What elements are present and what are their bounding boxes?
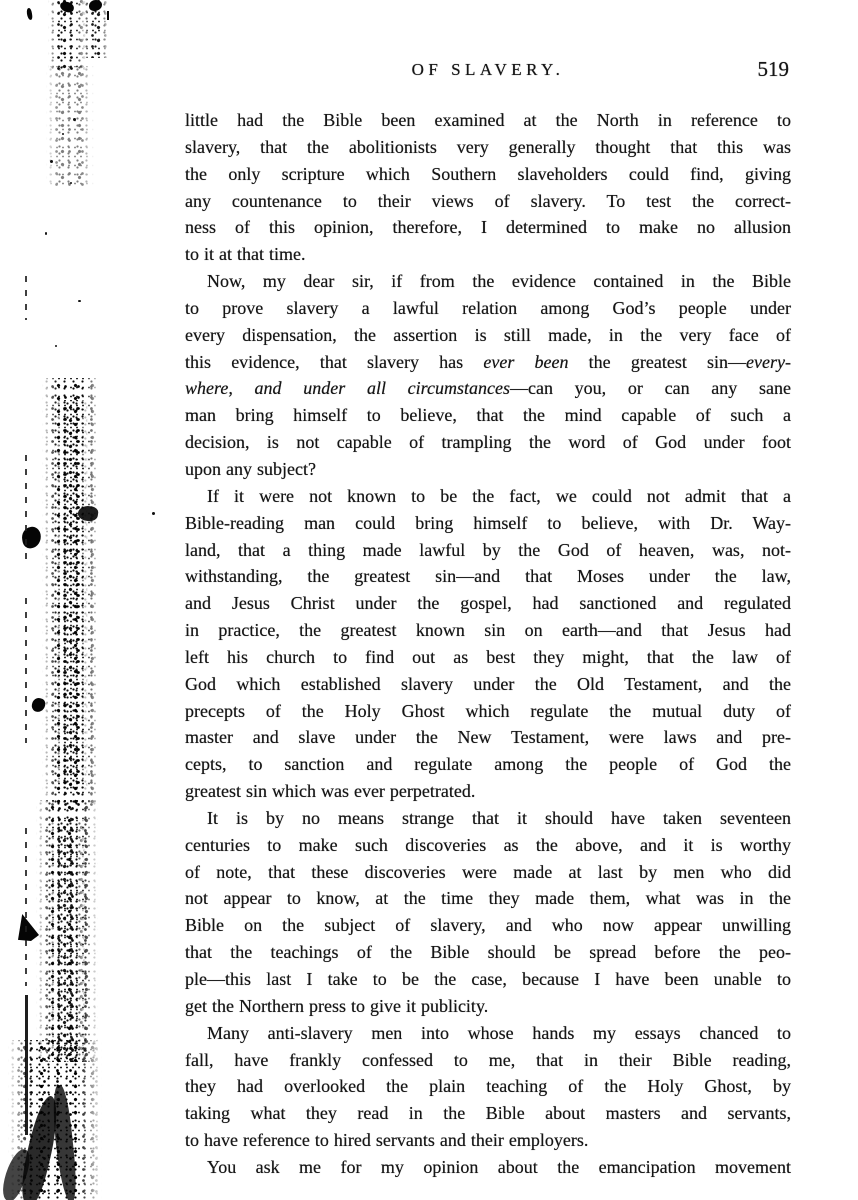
text-line: ness of this opinion, therefore, I determined to make no allusion (185, 217, 791, 238)
text-line: where, and under all circumstances—can you, or can any sane (185, 378, 791, 399)
ink-streak (15, 1094, 65, 1200)
text-line: taking what they read in the Bible about masters and servants, (185, 1103, 791, 1124)
text-line: land, that a thing made lawful by the God of heaven, was, not- (185, 539, 791, 560)
text-line: Bible on the subject of slavery, and who now appear unwilling (185, 915, 791, 936)
ink-fleck (62, 133, 64, 135)
text-line: left his church to find out as best they might, that the law of (185, 646, 791, 667)
ink-blob (77, 505, 99, 523)
text-line: get the Northern press to give it publicity. (185, 995, 489, 1016)
scan-smudge (42, 378, 100, 806)
text-line: slavery, that the abolitionists very generally thought that this was (185, 136, 791, 157)
text-line: the only scripture which Southern slaveholders could find, giving (185, 163, 791, 184)
text-line: precepts of the Holy Ghost which regulate the mutual duty of (185, 700, 791, 721)
text-line: not appear to know, at the time they made them, what was in the (185, 888, 791, 909)
text-line: Bible-reading man could bring himself to believe, with Dr. Way- (185, 512, 791, 533)
text-line: greatest sin which was ever perpetrated. (185, 781, 476, 802)
paragraph (185, 805, 791, 1020)
ink-streak (50, 1084, 79, 1200)
text-line: to prove slavery a lawful relation among God’s people under (185, 297, 791, 318)
paragraph (185, 1154, 791, 1181)
ink-fleck (70, 182, 72, 184)
text-line: Now, my dear sir, if from the evidence contained in the Bible (207, 271, 791, 292)
ink-fleck (45, 232, 47, 235)
ink-blob (30, 697, 46, 714)
text-line: that the teachings of the Bible should be spread before the peo- (185, 942, 791, 963)
text-line: ple—this last I take to be the case, because I have been unable to (185, 969, 791, 989)
text-line: every dispensation, the assertion is still made, in the very face of (185, 324, 791, 345)
gutter-line (25, 995, 28, 1135)
scan-smudge (54, 400, 88, 790)
ink-streak (0, 1146, 35, 1200)
text-line: upon any subject? (185, 458, 316, 479)
ink-fleck (55, 345, 57, 347)
text-line: centuries to make such discoveries as the above, and it is worthy (185, 834, 791, 855)
ink-blob (59, 1, 75, 14)
ink-fleck (26, 8, 33, 21)
text-line: withstanding, the greatest sin—and that Moses under the law, (185, 566, 791, 587)
text-line: You ask me for my opinion about the emancipation movement (207, 1156, 791, 1177)
scan-smudge (46, 66, 94, 186)
text-line: and Jesus Christ under the gospel, had sanctioned and regulated (185, 593, 791, 614)
text-line: Many anti-slavery men into whose hands my essays chanced to (207, 1022, 791, 1043)
text-line: man bring himself to believe, that the mind capable of such a (185, 405, 791, 426)
ink-blob (89, 0, 102, 11)
text-line: any countenance to their views of slavery. To test the correct- (185, 190, 791, 211)
ink-fleck (107, 11, 109, 20)
text-line: little had the Bible been examined at the North in reference to (185, 110, 791, 130)
scan-smudge (48, 820, 86, 1060)
paragraph (185, 1020, 791, 1154)
text-line: master and slave under the New Testament, were laws and pre- (185, 727, 791, 748)
running-head (185, 57, 791, 90)
gutter-line (25, 276, 27, 320)
scan-smudge (8, 1040, 102, 1200)
ink-blob (20, 526, 42, 550)
text-line: decision, is not capable of trampling the word of God under foot (185, 432, 791, 453)
paragraph (185, 268, 791, 483)
text-line: It is by no means strange that it should have taken seventeen (207, 807, 791, 828)
text-line: of note, that these discoveries were made at last by men who did (185, 861, 791, 882)
scan-smudge (82, 0, 108, 58)
ink-fleck (78, 300, 81, 302)
text-line: this evidence, that slavery has ever been the greatest sin—every- (185, 351, 791, 372)
text-line: in practice, the greatest known sin on earth—and that Jesus had (185, 620, 791, 641)
ink-fleck (50, 160, 53, 163)
text-line: God which established slavery under the Old Testament, and the (185, 673, 791, 694)
ink-blob (18, 914, 39, 941)
scan-smudge (36, 800, 98, 1062)
running-title: OF SLAVERY. (411, 60, 565, 79)
text-line: to have reference to hired servants and their employers. (185, 1130, 589, 1151)
gutter-line (25, 828, 27, 986)
paragraph (185, 107, 791, 268)
text-line: to it at that time. (185, 244, 306, 265)
gutter-line (25, 455, 27, 560)
page-number: 519 (757, 57, 789, 81)
ink-fleck (152, 512, 155, 515)
scan-smudge (48, 0, 86, 72)
text-line: cepts, to sanction and regulate among the people of God the (185, 754, 791, 775)
page-body (185, 107, 791, 1181)
text-line: fall, have frankly confessed to me, that in their Bible reading, (185, 1049, 791, 1070)
text-line: they had overlooked the plain teaching of the Holy Ghost, by (185, 1076, 791, 1097)
gutter-line (25, 598, 27, 743)
ink-fleck (73, 118, 76, 121)
text-line: If it were not known to be the fact, we could not admit that a (207, 485, 791, 506)
paragraph (185, 483, 791, 805)
